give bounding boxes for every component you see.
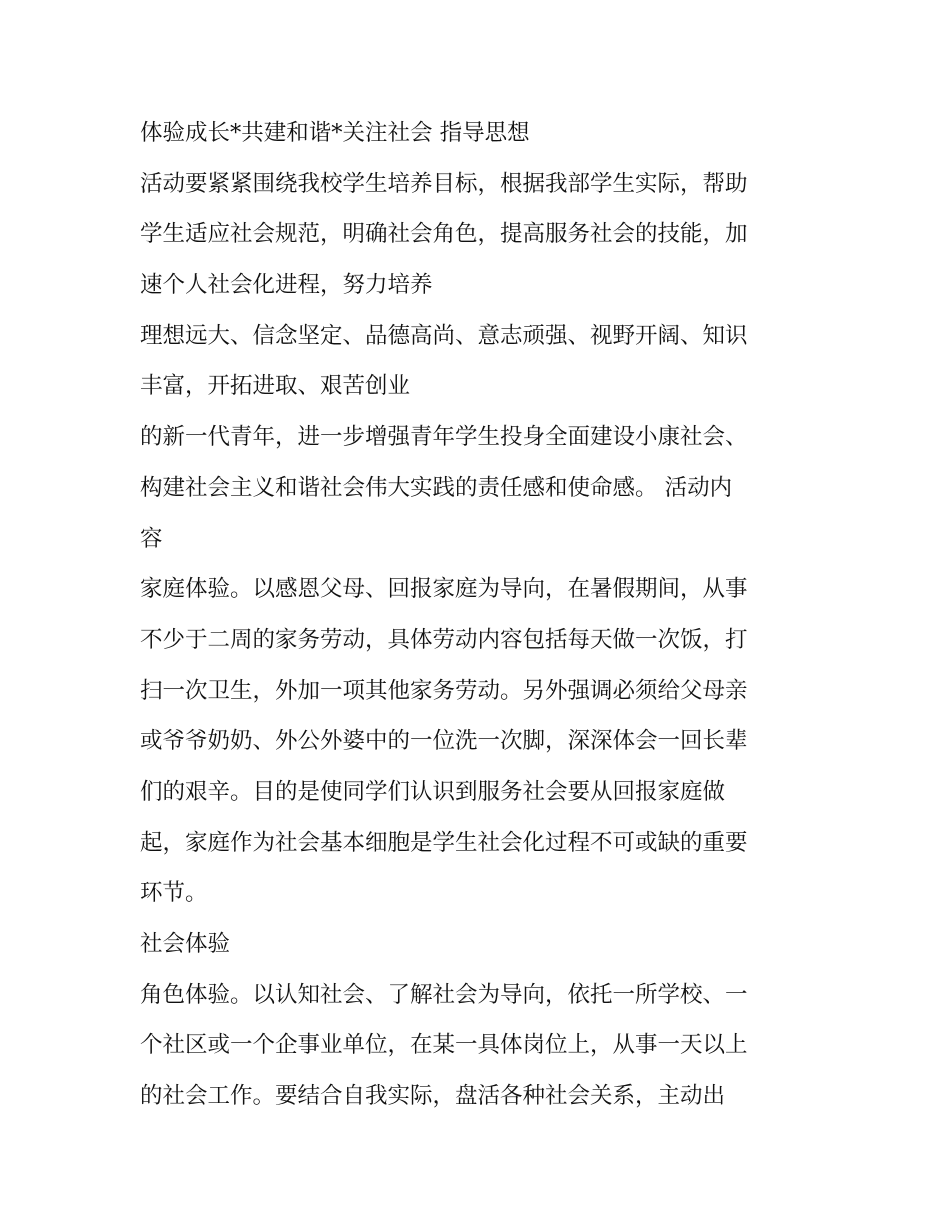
text-line: 构建社会主义和谐社会伟大实践的责任感和使命感。 活动内 <box>140 474 733 501</box>
text-line: 的社会工作。要结合自我实际，盘活各种社会关系，主动出 <box>140 1083 726 1110</box>
text-line: 扫一次卫生，外加一项其他家务劳动。另外强调必须给父母亲 <box>140 677 748 704</box>
text-line: 们的艰辛。目的是使同学们认识到服务社会要从回报家庭做 <box>140 778 726 805</box>
text-line: 体验成长*共建和谐*关注社会 指导思想 <box>140 120 530 146</box>
text-line: 丰富，开拓进取、艰苦创业 <box>140 373 411 400</box>
text-line: 社会体验 <box>140 931 231 957</box>
document-body <box>140 108 820 1122</box>
text-line: 的新一代青年，进一步增强青年学生投身全面建设小康社会、 <box>140 424 748 451</box>
text-line: 学生适应社会规范，明确社会角色，提高服务社会的技能，加 <box>140 221 748 248</box>
text-line: 不少于二周的家务劳动，具体劳动内容包括每天做一次饭，打 <box>140 626 748 653</box>
text-line: 环节。 <box>140 880 208 907</box>
text-line: 角色体验。以认知社会、了解社会为导向，依托一所学校、一 <box>140 981 748 1008</box>
text-line: 容 <box>140 525 163 552</box>
text-line: 或爷爷奶奶、外公外婆中的一位洗一次脚，深深体会一回长辈 <box>140 728 748 755</box>
text-line: 速个人社会化进程，努力培养 <box>140 272 433 299</box>
text-line: 活动要紧紧围绕我校学生培养目标，根据我部学生实际，帮助 <box>140 170 748 197</box>
text-line: 家庭体验。以感恩父母、回报家庭为导向，在暑假期间，从事 <box>140 576 748 603</box>
text-line: 理想远大、信念坚定、品德高尚、意志顽强、视野开阔、知识 <box>140 322 748 349</box>
text-line: 起，家庭作为社会基本细胞是学生社会化过程不可或缺的重要 <box>140 829 748 856</box>
text-line: 个社区或一个企事业单位，在某一具体岗位上，从事一天以上 <box>140 1032 748 1059</box>
